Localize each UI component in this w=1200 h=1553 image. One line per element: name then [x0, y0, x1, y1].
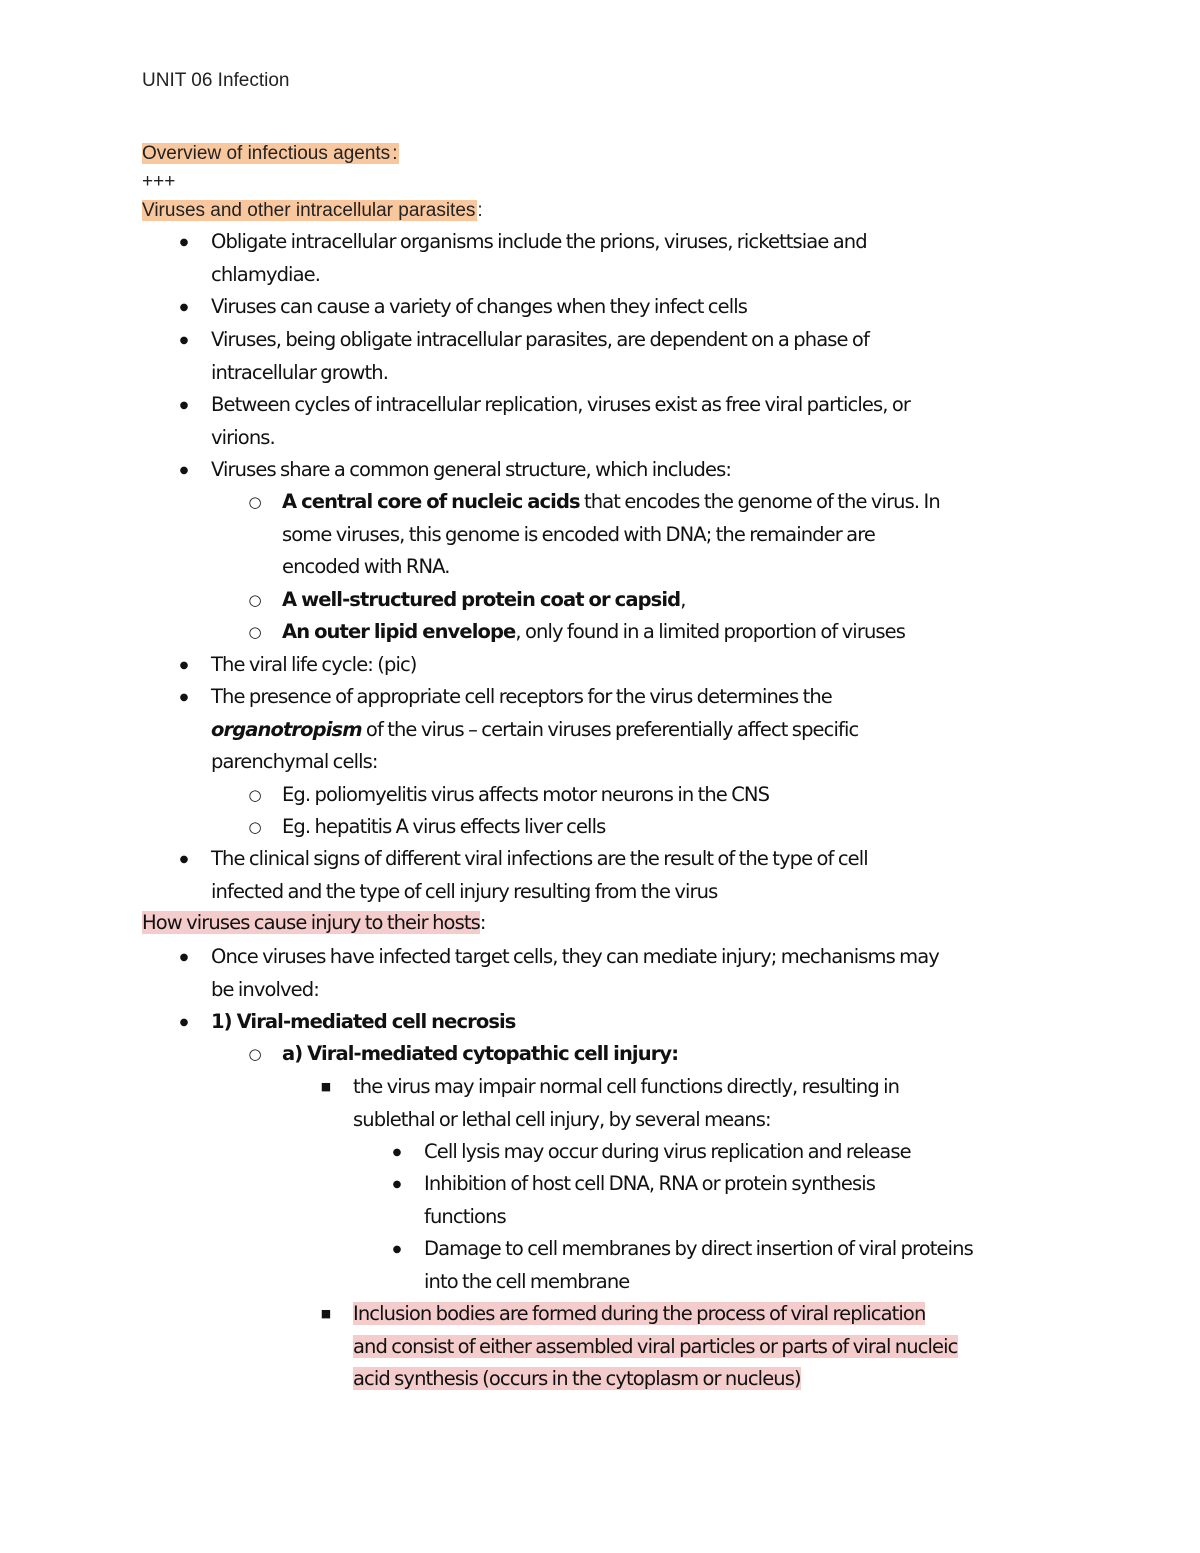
bullet-icon	[174, 843, 194, 877]
list-item-line: intracellular growth.	[211, 360, 389, 384]
bullet-icon	[174, 681, 194, 715]
separator-text: +++	[142, 171, 176, 192]
viruses-colon: :	[477, 200, 483, 221]
list-item-line: a) Viral-mediated cytopathic cell injury:	[282, 1042, 679, 1065]
list-item-line: chlamydiae.	[211, 262, 321, 286]
list-item-cell-necrosis	[211, 1006, 516, 1039]
text-phrase: that encodes the genome of the virus. In	[579, 490, 940, 513]
list-item-inhibition	[424, 1168, 875, 1233]
circle-bullet-icon	[245, 584, 265, 619]
circle-bullet-icon	[245, 1038, 265, 1073]
list-item-line: Viruses can cause a variety of changes when they infect cells	[211, 295, 748, 318]
square-bullet-icon	[316, 1071, 336, 1104]
list-item-line: The clinical signs of different viral infections are the result of the type of cell	[211, 847, 868, 870]
list-item-line: Between cycles of intracellular replication, viruses exist as free viral particles, or	[211, 393, 910, 416]
bullet-icon	[174, 324, 194, 358]
bullet-icon	[174, 1006, 194, 1040]
bullet-icon	[174, 454, 194, 488]
list-item-nucleic-core	[282, 486, 940, 584]
section-heading-viruses	[142, 198, 483, 224]
list-item-line: Damage to cell membranes by direct insertion of viral proteins	[424, 1237, 973, 1260]
list-item-clinical-signs	[211, 843, 868, 908]
list-item-life-cycle	[211, 649, 417, 682]
list-item-structure	[211, 454, 731, 487]
list-item-line	[282, 616, 905, 649]
highlighted-text: acid synthesis (occurs in the cytoplasm or nucleus)	[353, 1367, 801, 1391]
text-phrase: of the virus – certain viruses preferentially affect specific	[361, 717, 859, 741]
list-item-dependent	[211, 324, 869, 389]
bold-phrase: A well-structured protein coat or capsid	[282, 588, 681, 611]
list-item-membrane-damage	[424, 1233, 973, 1298]
list-item-obligate	[211, 226, 867, 291]
list-item-line: into the cell membrane	[424, 1269, 630, 1293]
overview-colon: :	[392, 143, 398, 164]
list-item-impair-functions	[353, 1071, 899, 1136]
bullet-icon	[174, 291, 194, 325]
circle-bullet-icon	[245, 779, 265, 814]
list-item-line: Cell lysis may occur during virus replication and release	[424, 1140, 911, 1163]
list-item-line: Viruses, being obligate intracellular parasites, are dependent on a phase of	[211, 328, 869, 351]
list-item-line: virions.	[211, 425, 275, 449]
list-item-line: parenchymal cells:	[211, 750, 378, 774]
list-item-virions	[211, 389, 910, 454]
list-item-line	[211, 714, 858, 747]
section-heading-injury	[142, 907, 486, 939]
list-item-line: be involved:	[211, 977, 319, 1001]
list-item-line: Eg. hepatitis A virus effects liver cells	[282, 815, 606, 838]
bullet-icon	[174, 389, 194, 423]
list-item-line: Inhibition of host cell DNA, RNA or protein synthesis	[424, 1172, 876, 1195]
bullet-icon	[174, 649, 194, 683]
list-item-line: the virus may impair normal cell functions directly, resulting in	[353, 1075, 900, 1098]
bullet-icon	[387, 1168, 407, 1202]
list-item-cell-lysis	[424, 1136, 911, 1169]
list-item-mediate-injury	[211, 941, 939, 1006]
bullet-icon	[387, 1136, 407, 1170]
list-item-line: The presence of appropriate cell receptors for the virus determines the	[211, 685, 832, 708]
section-heading-overview	[142, 141, 399, 167]
list-item-organotropism	[211, 681, 858, 779]
bold-phrase: A central core of nucleic acids	[282, 490, 580, 513]
injury-colon: :	[479, 911, 487, 934]
circle-bullet-icon	[245, 616, 265, 651]
bold-italic-term: organotropism	[211, 717, 362, 741]
list-item-line	[282, 486, 940, 519]
list-item-line: Obligate intracellular organisms include the prions, viruses, rickettsiae and	[211, 230, 867, 253]
bullet-icon	[174, 941, 194, 975]
list-item-cytopathic	[282, 1038, 678, 1071]
overview-highlight: Overview of infectious agents	[142, 143, 391, 164]
list-item-line: Viruses share a common general structure, which includes:	[211, 458, 732, 481]
list-item-line: Eg. poliomyelitis virus affects motor neurons in the CNS	[282, 783, 770, 806]
list-item-polio-example	[282, 779, 769, 812]
list-item-line	[353, 1331, 958, 1364]
list-item-line	[353, 1363, 958, 1396]
list-item-line: infected and the type of cell injury resulting from the virus	[211, 879, 718, 903]
bullet-icon	[174, 226, 194, 260]
bold-phrase: An outer lipid envelope	[282, 620, 516, 643]
list-item-changes	[211, 291, 747, 324]
highlighted-text: and consist of either assembled viral particles or parts of viral nucleic	[353, 1334, 958, 1358]
text-phrase: , only found in a limited proportion of viruses	[515, 620, 906, 643]
circle-bullet-icon	[245, 486, 265, 521]
highlighted-text: Inclusion bodies are formed during the process of viral replication	[353, 1302, 926, 1325]
list-item-line: sublethal or lethal cell injury, by several means:	[353, 1107, 771, 1131]
list-item-line: encoded with RNA.	[282, 555, 450, 579]
list-item-line	[353, 1298, 958, 1331]
list-item-hepatitis-example	[282, 811, 605, 844]
list-item-line: functions	[424, 1204, 506, 1228]
list-item-line	[282, 584, 686, 617]
document-title: UNIT 06 Infection	[142, 70, 290, 91]
square-bullet-icon	[316, 1298, 336, 1331]
list-item-line: 1) Viral-mediated cell necrosis	[211, 1010, 516, 1033]
list-item-line: Once viruses have infected target cells, they can mediate injury; mechanisms may	[211, 945, 939, 968]
list-item-line: some viruses, this genome is encoded with DNA; the remainder are	[282, 522, 876, 546]
bullet-icon	[387, 1233, 407, 1267]
text-phrase: ,	[680, 588, 686, 611]
injury-highlight: How viruses cause injury to their hosts	[142, 911, 480, 934]
list-item-line: The viral life cycle: (pic)	[211, 653, 417, 676]
list-item-envelope	[282, 616, 905, 649]
list-item-capsid	[282, 584, 686, 617]
viruses-highlight: Viruses and other intracellular parasites	[142, 200, 476, 221]
circle-bullet-icon	[245, 811, 265, 846]
list-item-inclusion-bodies	[353, 1298, 958, 1396]
